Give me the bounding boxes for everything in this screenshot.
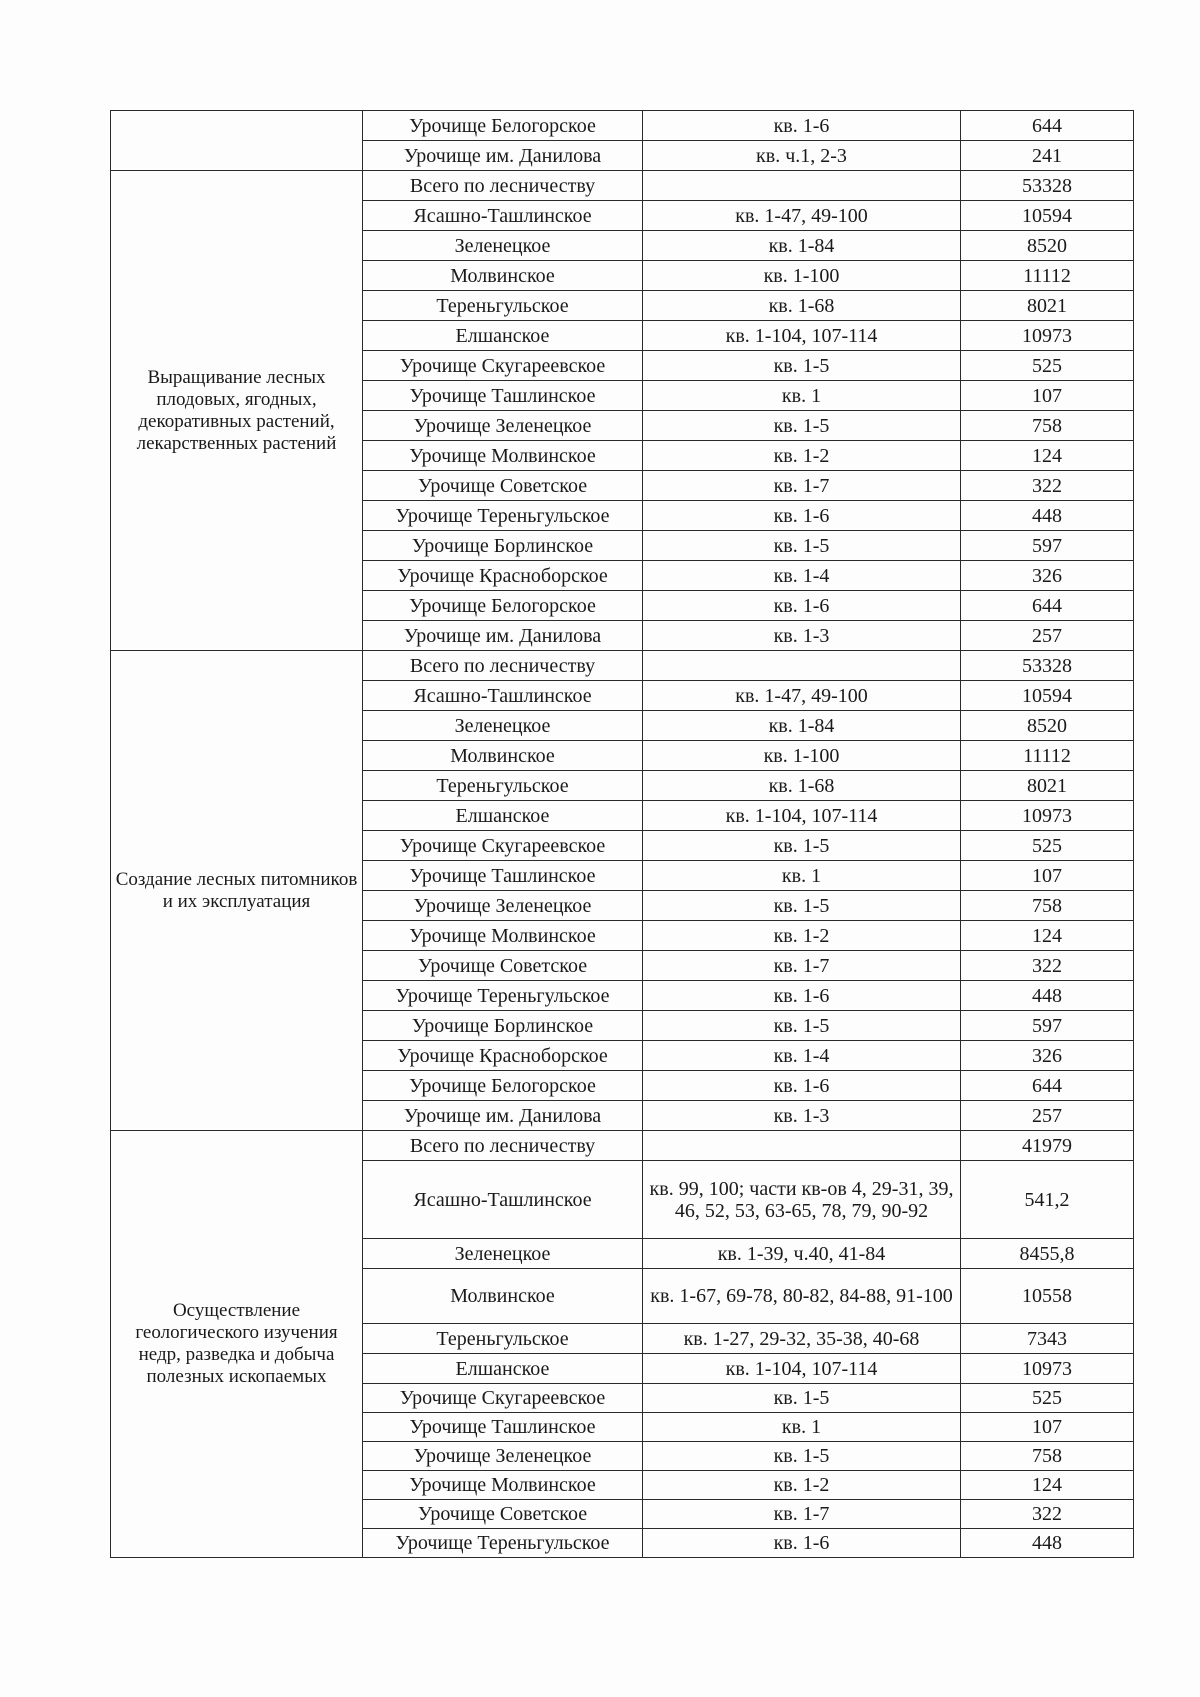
site-name-cell: Урочище Борлинское (363, 531, 643, 561)
area-cell: 326 (961, 561, 1134, 591)
area-cell: 8455,8 (961, 1239, 1134, 1269)
quarters-cell: кв. 1-5 (643, 1011, 961, 1041)
area-cell: 8021 (961, 291, 1134, 321)
quarters-cell: кв. 1-6 (643, 501, 961, 531)
quarters-cell (643, 651, 961, 681)
quarters-cell: кв. 1-84 (643, 711, 961, 741)
site-name-cell: Урочище Тереньгульское (363, 1529, 643, 1558)
quarters-cell: кв. 1-3 (643, 621, 961, 651)
forest-use-table (110, 110, 1134, 1558)
quarters-cell: кв. 1-100 (643, 741, 961, 771)
area-cell: 10973 (961, 801, 1134, 831)
quarters-cell: кв. 1-47, 49-100 (643, 201, 961, 231)
quarters-cell: кв. 1 (643, 381, 961, 411)
site-name-cell: Всего по лесничеству (363, 651, 643, 681)
site-name-cell: Урочище Зеленецкое (363, 891, 643, 921)
site-name-cell: Урочище Молвинское (363, 921, 643, 951)
area-cell: 107 (961, 381, 1134, 411)
site-name-cell: Тереньгульское (363, 771, 643, 801)
table-row (111, 111, 1134, 141)
area-cell: 257 (961, 1101, 1134, 1131)
site-name-cell: Тереньгульское (363, 1324, 643, 1354)
quarters-cell: кв. 1-39, ч.40, 41-84 (643, 1239, 961, 1269)
site-name-cell: Урочище Молвинское (363, 1471, 643, 1500)
site-name-cell: Урочище Ташлинское (363, 1413, 643, 1442)
quarters-cell: кв. 1-2 (643, 441, 961, 471)
area-cell: 326 (961, 1041, 1134, 1071)
site-name-cell: Зеленецкое (363, 711, 643, 741)
quarters-cell: кв. 1-6 (643, 591, 961, 621)
site-name-cell: Елшанское (363, 1354, 643, 1384)
site-name-cell: Урочище Красноборское (363, 561, 643, 591)
area-cell: 525 (961, 831, 1134, 861)
area-cell: 53328 (961, 651, 1134, 681)
quarters-cell: кв. 1-5 (643, 891, 961, 921)
site-name-cell: Ясашно-Ташлинское (363, 201, 643, 231)
area-cell: 8021 (961, 771, 1134, 801)
site-name-cell: Урочище Красноборское (363, 1041, 643, 1071)
area-cell: 525 (961, 351, 1134, 381)
quarters-cell: кв. 1-3 (643, 1101, 961, 1131)
site-name-cell: Урочище Белогорское (363, 1071, 643, 1101)
area-cell: 107 (961, 861, 1134, 891)
area-cell: 10594 (961, 201, 1134, 231)
quarters-cell: кв. 1-4 (643, 561, 961, 591)
quarters-cell (643, 171, 961, 201)
quarters-cell: кв. 1-7 (643, 951, 961, 981)
quarters-cell: кв. 1-2 (643, 921, 961, 951)
quarters-cell: кв. 1-100 (643, 261, 961, 291)
area-cell: 10594 (961, 681, 1134, 711)
area-cell: 11112 (961, 741, 1134, 771)
area-cell: 758 (961, 1442, 1134, 1471)
table-body (111, 111, 1134, 1558)
site-name-cell: Урочище Скугареевское (363, 831, 643, 861)
activity-cell: Создание лесных питомников и их эксплуатация (111, 651, 363, 1131)
quarters-cell: кв. 1-5 (643, 411, 961, 441)
site-name-cell: Молвинское (363, 741, 643, 771)
site-name-cell: Урочище Зеленецкое (363, 1442, 643, 1471)
area-cell: 644 (961, 1071, 1134, 1101)
area-cell: 11112 (961, 261, 1134, 291)
site-name-cell: Урочище Белогорское (363, 111, 643, 141)
table-row (111, 1131, 1134, 1161)
area-cell: 322 (961, 471, 1134, 501)
quarters-cell: кв. 1 (643, 861, 961, 891)
site-name-cell: Елшанское (363, 801, 643, 831)
quarters-cell: кв. 1-6 (643, 1071, 961, 1101)
site-name-cell: Ясашно-Ташлинское (363, 681, 643, 711)
area-cell: 124 (961, 1471, 1134, 1500)
site-name-cell: Молвинское (363, 261, 643, 291)
site-name-cell: Урочище Скугареевское (363, 1384, 643, 1413)
site-name-cell: Тереньгульское (363, 291, 643, 321)
area-cell: 10558 (961, 1269, 1134, 1324)
quarters-cell: кв. 1-6 (643, 1529, 961, 1558)
quarters-cell: кв. 1-4 (643, 1041, 961, 1071)
area-cell: 241 (961, 141, 1134, 171)
quarters-cell: кв. 1-5 (643, 1384, 961, 1413)
quarters-cell: кв. 1-7 (643, 471, 961, 501)
area-cell: 107 (961, 1413, 1134, 1442)
area-cell: 7343 (961, 1324, 1134, 1354)
activity-cell: Осуществление геологического изучения недр, разведка и добыча полезных ископаемых (111, 1131, 363, 1558)
quarters-cell: кв. 1-104, 107-114 (643, 1354, 961, 1384)
quarters-cell: кв. 1-47, 49-100 (643, 681, 961, 711)
site-name-cell: Урочище Советское (363, 1500, 643, 1529)
area-cell: 257 (961, 621, 1134, 651)
quarters-cell: кв. 1-68 (643, 771, 961, 801)
area-cell: 53328 (961, 171, 1134, 201)
activity-cell: Выращивание лесных плодовых, ягодных, декоративных растений, лекарственных растений (111, 171, 363, 651)
quarters-cell: кв. 99, 100; части кв-ов 4, 29-31, 39, 46, 52, 53, 63-65, 78, 79, 90-92 (643, 1161, 961, 1239)
area-cell: 597 (961, 531, 1134, 561)
site-name-cell: Всего по лесничеству (363, 171, 643, 201)
activity-cell-continued (111, 111, 363, 171)
site-name-cell: Молвинское (363, 1269, 643, 1324)
quarters-cell: кв. 1-5 (643, 531, 961, 561)
site-name-cell: Урочище Белогорское (363, 591, 643, 621)
quarters-cell: кв. 1-5 (643, 1442, 961, 1471)
quarters-cell: кв. 1-27, 29-32, 35-38, 40-68 (643, 1324, 961, 1354)
site-name-cell: Урочище Тереньгульское (363, 981, 643, 1011)
site-name-cell: Урочище Советское (363, 951, 643, 981)
quarters-cell: кв. 1-104, 107-114 (643, 321, 961, 351)
site-name-cell: Урочище Зеленецкое (363, 411, 643, 441)
table-row (111, 171, 1134, 201)
site-name-cell: Урочище Тереньгульское (363, 501, 643, 531)
area-cell: 644 (961, 591, 1134, 621)
quarters-cell: кв. 1-68 (643, 291, 961, 321)
site-name-cell: Урочище Борлинское (363, 1011, 643, 1041)
area-cell: 8520 (961, 231, 1134, 261)
area-cell: 124 (961, 921, 1134, 951)
quarters-cell: кв. 1-6 (643, 111, 961, 141)
quarters-cell: кв. 1-5 (643, 831, 961, 861)
area-cell: 448 (961, 981, 1134, 1011)
area-cell: 541,2 (961, 1161, 1134, 1239)
area-cell: 525 (961, 1384, 1134, 1413)
quarters-cell (643, 1131, 961, 1161)
area-cell: 758 (961, 411, 1134, 441)
area-cell: 448 (961, 1529, 1134, 1558)
table-row (111, 651, 1134, 681)
site-name-cell: Урочище Ташлинское (363, 381, 643, 411)
quarters-cell: кв. 1-84 (643, 231, 961, 261)
area-cell: 41979 (961, 1131, 1134, 1161)
area-cell: 10973 (961, 1354, 1134, 1384)
site-name-cell: Урочище Советское (363, 471, 643, 501)
quarters-cell: кв. 1 (643, 1413, 961, 1442)
quarters-cell: кв. 1-7 (643, 1500, 961, 1529)
site-name-cell: Урочище им. Данилова (363, 621, 643, 651)
site-name-cell: Зеленецкое (363, 1239, 643, 1269)
site-name-cell: Елшанское (363, 321, 643, 351)
site-name-cell: Урочище им. Данилова (363, 141, 643, 171)
quarters-cell: кв. 1-2 (643, 1471, 961, 1500)
area-cell: 758 (961, 891, 1134, 921)
area-cell: 8520 (961, 711, 1134, 741)
site-name-cell: Урочище Ташлинское (363, 861, 643, 891)
area-cell: 10973 (961, 321, 1134, 351)
quarters-cell: кв. ч.1, 2-3 (643, 141, 961, 171)
quarters-cell: кв. 1-67, 69-78, 80-82, 84-88, 91-100 (643, 1269, 961, 1324)
area-cell: 597 (961, 1011, 1134, 1041)
site-name-cell: Зеленецкое (363, 231, 643, 261)
area-cell: 322 (961, 1500, 1134, 1529)
area-cell: 124 (961, 441, 1134, 471)
area-cell: 644 (961, 111, 1134, 141)
area-cell: 448 (961, 501, 1134, 531)
site-name-cell: Ясашно-Ташлинское (363, 1161, 643, 1239)
area-cell: 322 (961, 951, 1134, 981)
site-name-cell: Всего по лесничеству (363, 1131, 643, 1161)
site-name-cell: Урочище им. Данилова (363, 1101, 643, 1131)
quarters-cell: кв. 1-6 (643, 981, 961, 1011)
site-name-cell: Урочище Молвинское (363, 441, 643, 471)
site-name-cell: Урочище Скугареевское (363, 351, 643, 381)
quarters-cell: кв. 1-104, 107-114 (643, 801, 961, 831)
quarters-cell: кв. 1-5 (643, 351, 961, 381)
